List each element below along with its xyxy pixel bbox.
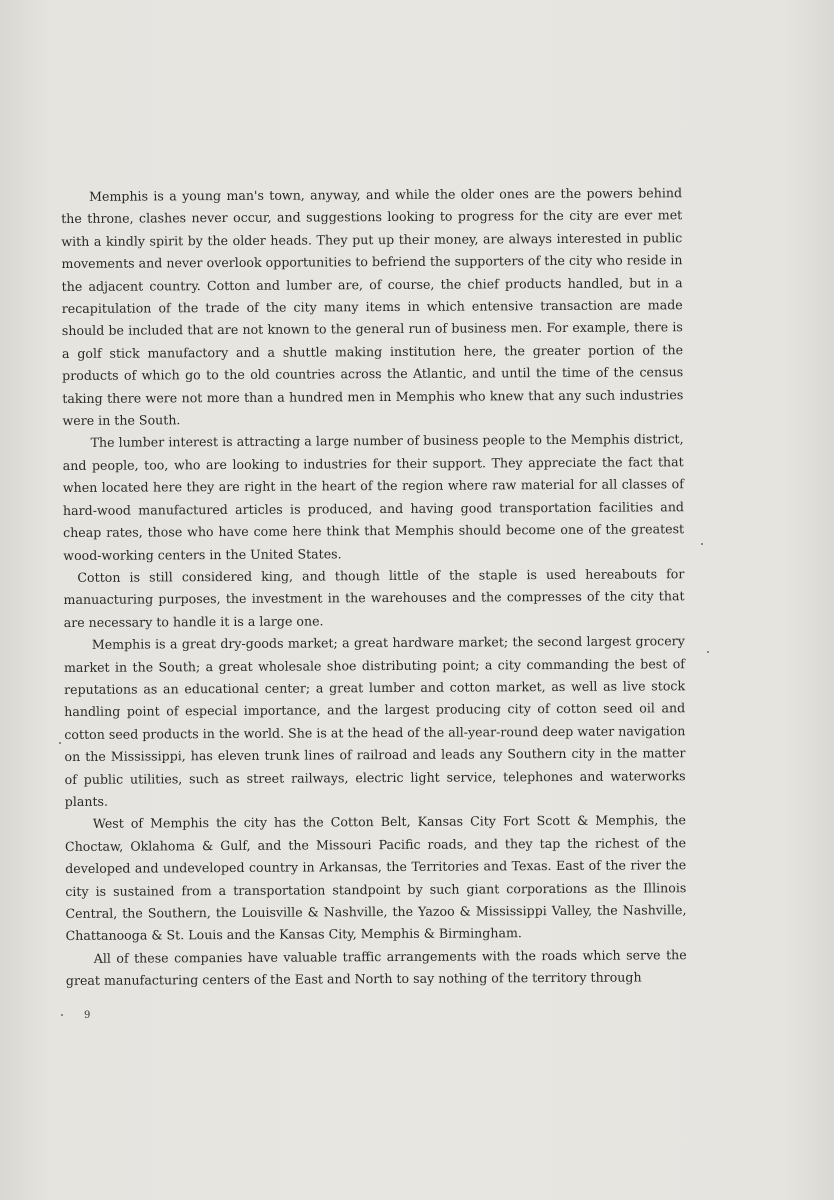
paper-speck (59, 742, 61, 744)
body-text (61, 182, 687, 992)
paragraph-cotton-king: Cotton is still considered king, and though little of the staple is used hereabouts for manuacturing purposes, the investment in the warehouses and the compresses of the city that are necessary to handle it is a large one. (63, 566, 685, 630)
paragraph-traffic-arrangements: All of these companies have valuable traffic arrangements with the roads which serve the great manufacturing centers of the East and North to say nothing of the territory through (65, 947, 687, 989)
paper-speck (701, 543, 703, 545)
paragraph-markets: Memphis is a great dry-goods market; a great hardware market; the second largest grocery market in the South; a great wholesale shoe distributing point; a city commanding the best of reputations as an educational center; a great lumber and cotton market, as well as live stock handling point of especial importance, and the largest producing city of cotton seed oil and cotton seed products in the world. She is at the head of the all-year-round deep water navigation on the Mississippi, has eleven trunk lines of railroad and leads any Southern city in the matter of public utilities, such as street railways, electric light service, telephones and waterworks plants. (63, 633, 686, 809)
paper-speck (61, 1014, 63, 1016)
paragraph-young-mans-town: Memphis is a young man's town, anyway, and while the older ones are the powers behind the throne, clashes never occur, and suggestions looking to progress for the city are ever met with a kindly spirit by the older heads. They put up their money, are always interested in public movements and never overlook opportunities to befriend the supporters of the city who reside in the adjacent country. Cotton and lumber are, of course, the chief products handled, but in a recapitulation of the trade of the city many items in which entensive transaction are made should be included that are not known to the general run of business men. For example, there is a golf stick manufactory and a shuttle making institution here, the greater portion of the products of which go to the old countries across the Atlantic, and until the time of the census taking there were not more than a hundred men in Memphis who knew that any such industries were in the South. (61, 185, 684, 429)
page-number: 9 (84, 1010, 91, 1021)
paper-speck (707, 651, 709, 653)
paragraph-railroads: West of Memphis the city has the Cotton Belt, Kansas City Fort Scott & Memphis, the Choctaw, Oklahoma & Gulf, and the Missouri Pacific roads, and they tap the richest of the developed and undeveloped country in Arkansas, the Territories and Texas. East of the river the city is sustained from a transportation standpoint by such giant corporations as the Illinois Central, the Southern, the Louisville & Nashville, the Yazoo & Mississippi Valley, the Nashville, Chattanooga & St. Louis and the Kansas City, Memphis & Birmingham. (64, 812, 687, 944)
paragraph-lumber-interest: The lumber interest is attracting a large number of business people to the Memphis district, and people, too, who are looking to industries for their support. They appreciate the fact that when located here they are right in the heart of the region where raw material for all classes of hard-wood manufactured articles is produced, and having good transportation facilities and cheap rates, those who have come here think that Memphis should become one of the greatest wood-working centers in the United States. (62, 431, 685, 563)
